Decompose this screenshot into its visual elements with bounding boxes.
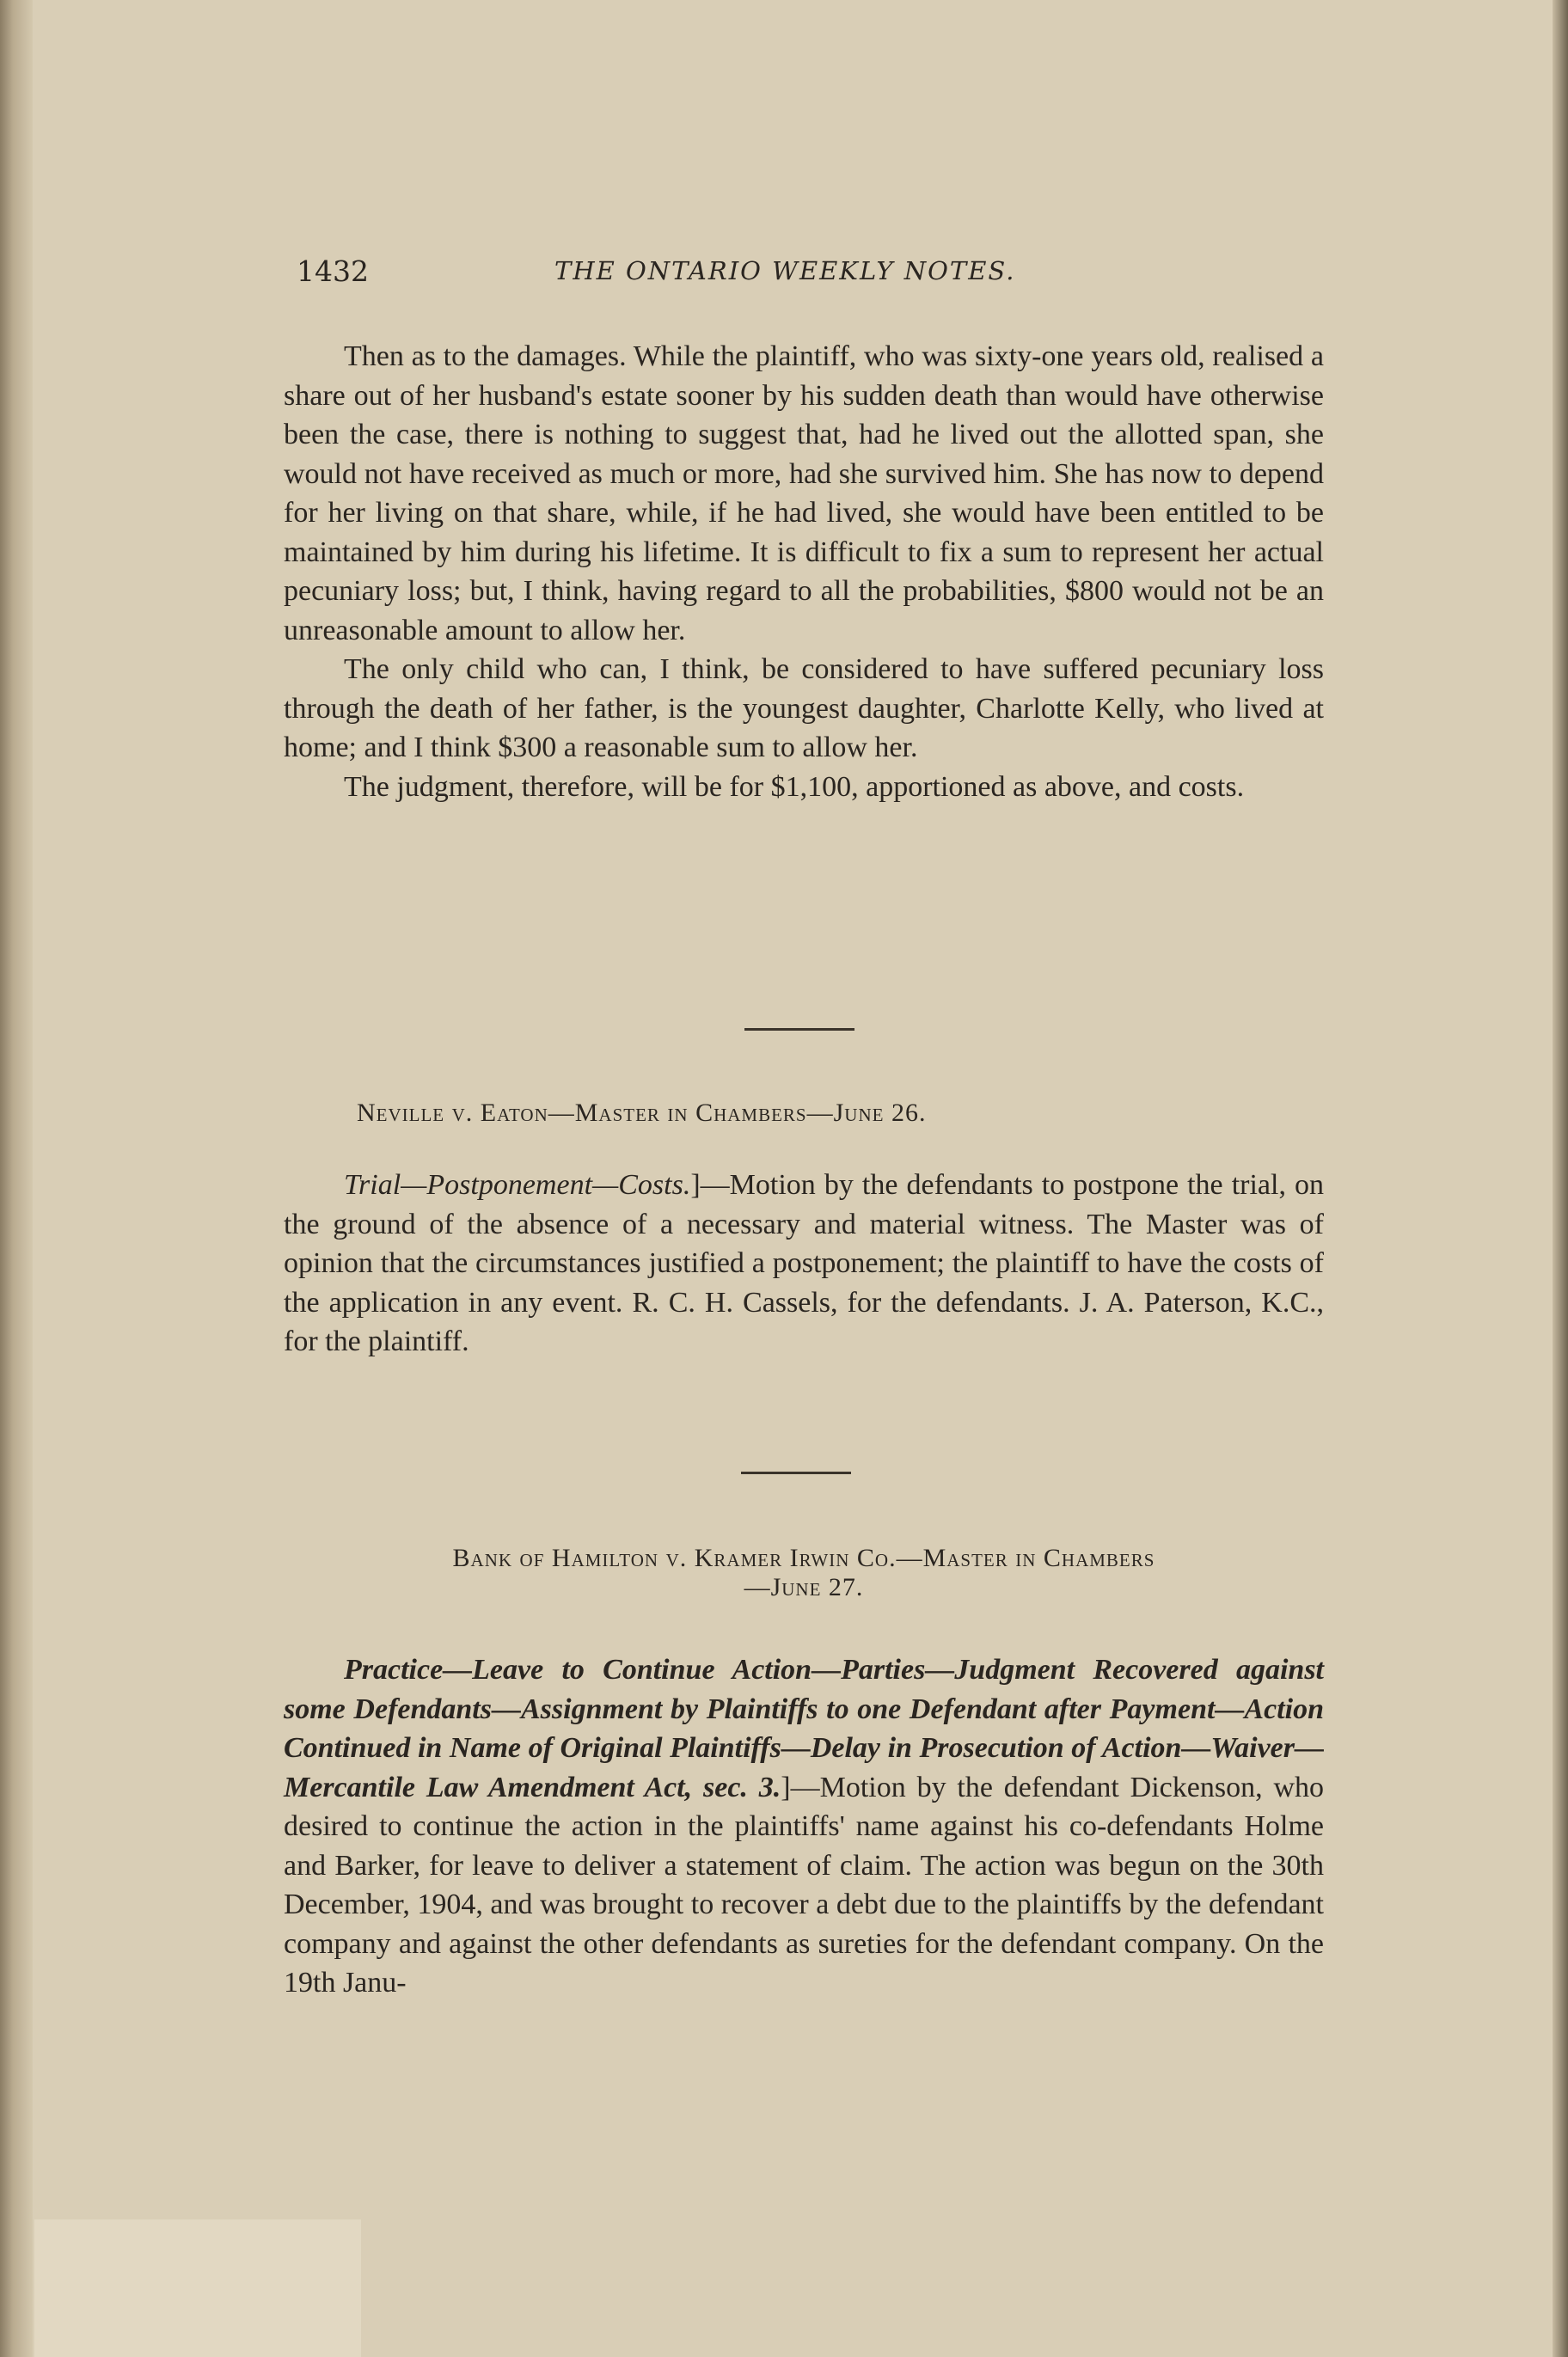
case-bank-body [284,1650,1324,2003]
headnote: Trial—Postponement—Costs. [344,1169,691,1201]
case-title-line: —June 27. [744,1573,864,1601]
section-divider [744,1028,854,1031]
paper-stain [34,2219,361,2357]
paragraph: The only child who can, I think, be considered to have suffered pecuniary loss through the death of her father, is the youngest daughter, Charlotte Kelly, who lived at home; and I think $300 a reasonable sum to allow her. [284,653,1324,763]
paragraph: The judgment, therefore, will be for $1,100, apportioned as above, and costs. [344,770,1245,803]
case-report: ]—Motion by the defendants to postpone the trial, on the ground of the absence of a necessary and material witness. The Master was of opinion that the circumstances justified a postponement; the plaintiff to have the costs of the application in any event. R. C. H. Cassels, for the defendants. J. A. Paterson, K.C., for the plaintiff. [284,1169,1324,1357]
case-title-neville: Neville v. Eaton—Master in Chambers—June 26. [357,1099,927,1127]
running-header [297,254,1324,292]
running-title: THE ONTARIO WEEKLY NOTES. [554,256,1016,285]
paragraph: Then as to the damages. While the plaintiff, who was sixty-one years old, realised a share out of her husband's estate sooner by his sudden death than would have otherwise been the case, there is nothing to suggest that, had he lived out the allotted span, she would not have received as much or more, had she survived him. She has now to depend for her living on that share, while, if he had lived, she would have been entitled to be maintained by him during his lifetime. It is difficult to fix a sum to represent her actual pecuniary loss; but, I think, having regard to all the probabilities, $800 would not be an unreasonable amount to allow her. [284,340,1324,646]
case-title-bank-of-hamilton [284,1544,1324,1602]
case-report: ]—Motion by the defendant Dickenson, who desired to continue the action in the plaintiffs' name against his co-defendants Holme and Barker, for leave to deliver a statement of claim. The action was begun on the 30th December, 1904, and was brought to recover a debt due to the plaintiffs by the defendant company and against the other defendants as sureties for the defendant company. On the 19th Janu- [284,1771,1324,1999]
case-neville-body [284,1166,1324,1362]
page-binding-shadow [0,0,33,2357]
case-title-line: Bank of Hamilton v. Kramer Irwin Co.—Master in Chambers [452,1544,1155,1572]
continuation-text [284,337,1324,806]
page-number: 1432 [297,254,369,288]
section-divider [741,1472,851,1474]
page-edge-shadow [1553,0,1568,2357]
headnote: Practice—Leave to Continue Action—Parties—Judgment Recovered against some Defendants—Assignment by Plaintiffs to one Defendant after Payment—Action Continued in Name of Original Plaintiffs—Delay in Prosecution of Action—Waiver—Mercantile Law Amendment Act, sec. 3. [284,1654,1324,1803]
